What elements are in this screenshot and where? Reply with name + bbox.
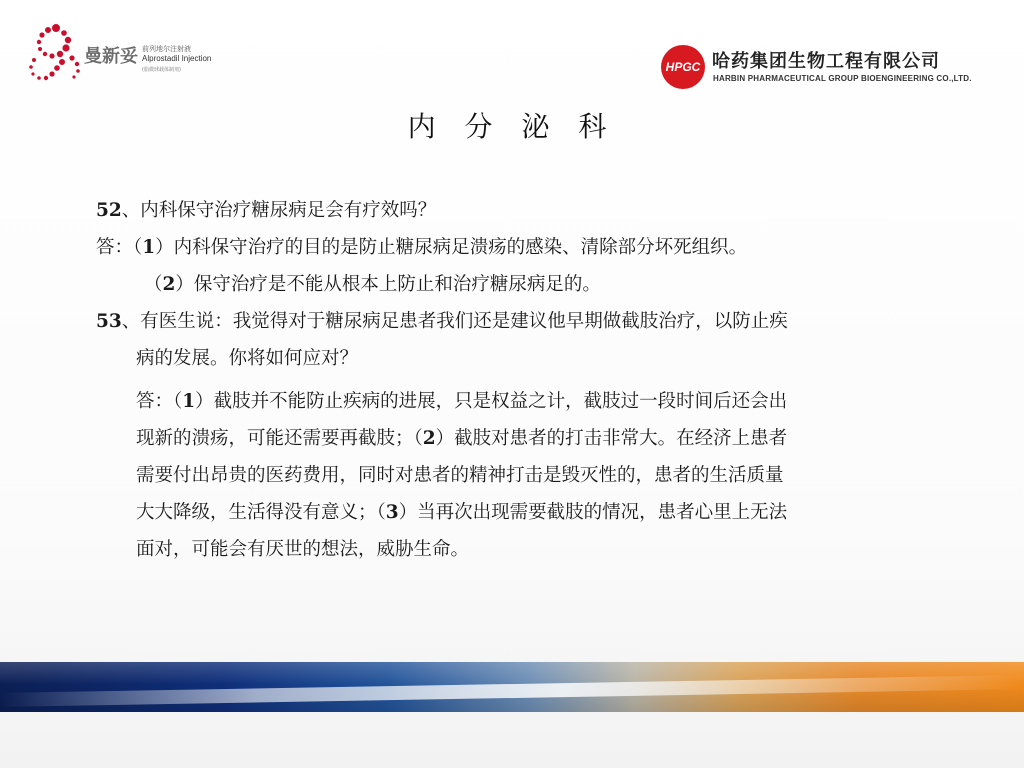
answer-prefix: 答：（ xyxy=(96,237,143,258)
answer-text: ）保守治疗是不能从根本上防止和治疗糖尿病足的。 xyxy=(175,274,601,295)
company-name-cn: 哈药集团生物工程有限公司 xyxy=(712,51,940,72)
answer-text: ）当再次出现需要截肢的情况，患者心里上无法 xyxy=(398,502,788,523)
answer-text: 大大降级，生活得没有意义；（ xyxy=(136,502,386,523)
page-title: 内 分 泌 科 xyxy=(407,110,617,143)
brand-name: 曼新妥 xyxy=(84,46,138,67)
point-number: 1 xyxy=(182,391,196,412)
hpgc-logo-icon xyxy=(660,44,706,90)
answer-53-line-3: 需要付出昂贵的医药费用，同时对患者的精神打击是毁灭性的，患者的生活质量 xyxy=(136,465,784,486)
point-number: 3 xyxy=(385,502,399,523)
answer-prefix: （ xyxy=(144,274,163,295)
question-53-line-2: 病的发展。你将如何应对？ xyxy=(136,348,359,369)
answer-text: ）截肢并不能防止疾病的进展，只是权益之计，截肢过一段时间后还会出 xyxy=(195,391,788,412)
question-text: 、内科保守治疗糖尿病足会有疗效吗？ xyxy=(121,200,437,221)
answer-52-point-2 xyxy=(96,266,966,303)
answer-53-line-1 xyxy=(96,383,966,420)
hpgc-mark: HPGC xyxy=(665,60,701,74)
answer-53-line-5: 面对，可能会有厌世的想法，威胁生命。 xyxy=(136,539,470,560)
alprostadil-logo xyxy=(26,20,226,86)
point-number: 1 xyxy=(142,237,156,258)
answer-52-point-1 xyxy=(96,229,966,266)
brand-note: (脂微球载体制剂) xyxy=(142,67,181,73)
point-number: 2 xyxy=(162,274,176,295)
answer-text: ）内科保守治疗的目的是防止糖尿病足溃疡的感染、清除部分坏死组织。 xyxy=(155,237,748,258)
answer-53-line-4 xyxy=(96,494,966,531)
qa-content xyxy=(96,192,966,568)
answer-text: 现新的溃疡，可能还需要再截肢；（ xyxy=(136,428,423,449)
question-52 xyxy=(96,192,966,229)
question-53-line-1 xyxy=(96,303,966,340)
question-number: 53 xyxy=(96,311,122,332)
question-number: 52 xyxy=(96,200,122,221)
answer-53-line-2 xyxy=(96,420,966,457)
company-name-en: HARBIN PHARMACEUTICAL GROUP BIOENGINEERING CO.,LTD. xyxy=(713,74,972,83)
answer-text: ）截肢对患者的打击非常大。在经济上患者 xyxy=(435,428,788,449)
brand-subtitle-en: Alprostadil Injection xyxy=(142,54,212,63)
question-text: 、有医生说：我觉得对于糖尿病足患者我们还是建议他早期做截肢治疗，以防止疾 xyxy=(121,311,788,332)
point-number: 2 xyxy=(422,428,436,449)
company-logo xyxy=(660,44,990,90)
brand-subtitle-cn: 前列地尔注射液 xyxy=(142,45,191,53)
dots-ring-icon xyxy=(26,20,86,86)
answer-prefix: 答：（ xyxy=(136,391,183,412)
